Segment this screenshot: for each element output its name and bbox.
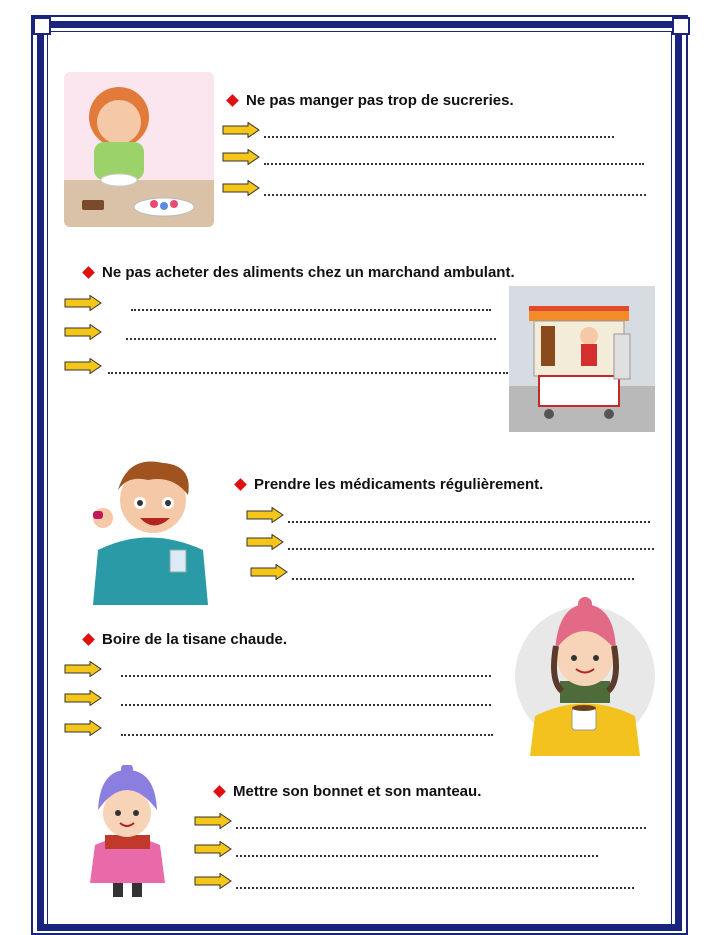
arrow-icon [64,358,102,374]
arrow-icon [64,295,102,311]
arrow-icon [64,324,102,340]
arrow-icon [246,507,284,523]
bullet-diamond-icon [213,785,226,798]
arrow-icon [194,841,232,857]
answer-line-3-2[interactable] [246,534,654,550]
section-4-title: Boire de la tisane chaude. [84,631,287,648]
answer-line-3-3[interactable] [250,564,634,580]
arrow-icon [194,813,232,829]
bullet-diamond-icon [82,633,95,646]
answer-line-2-2[interactable] [64,324,496,340]
section-1-title: Ne pas manger pas trop de sucreries. [228,92,514,109]
answer-line-4-2[interactable] [64,690,491,706]
arrow-icon [222,149,260,165]
boy-taking-medicine-illustration [78,455,218,605]
answer-line-2-3[interactable] [64,358,508,374]
girl-drinking-tea-illustration [510,596,660,756]
street-vendor-illustration [509,286,655,432]
arrow-icon [222,180,260,196]
arrow-icon [194,873,232,889]
arrow-icon [64,720,102,736]
girl-eating-sweets-illustration [64,72,214,227]
arrow-icon [64,661,102,677]
corner-ornament [33,17,51,35]
girl-with-hat-and-coat-illustration [80,765,175,900]
answer-line-4-3[interactable] [64,720,493,736]
bullet-diamond-icon [82,266,95,279]
answer-line-1-2[interactable] [222,149,644,165]
answer-line-5-3[interactable] [194,873,634,889]
section-2-title: Ne pas acheter des aliments chez un marchand ambulant. [84,264,515,281]
section-5-title: Mettre son bonnet et son manteau. [215,783,481,800]
answer-line-1-3[interactable] [222,180,646,196]
answer-line-4-1[interactable] [64,661,491,677]
answer-line-2-1[interactable] [64,295,491,311]
arrow-icon [222,122,260,138]
bullet-diamond-icon [226,94,239,107]
bullet-diamond-icon [234,478,247,491]
answer-line-1-1[interactable] [222,122,614,138]
answer-line-5-2[interactable] [194,841,598,857]
section-3-title: Prendre les médicaments régulièrement. [236,476,543,493]
corner-ornament [672,17,690,35]
answer-line-5-1[interactable] [194,813,646,829]
arrow-icon [64,690,102,706]
arrow-icon [250,564,288,580]
answer-line-3-1[interactable] [246,507,650,523]
arrow-icon [246,534,284,550]
